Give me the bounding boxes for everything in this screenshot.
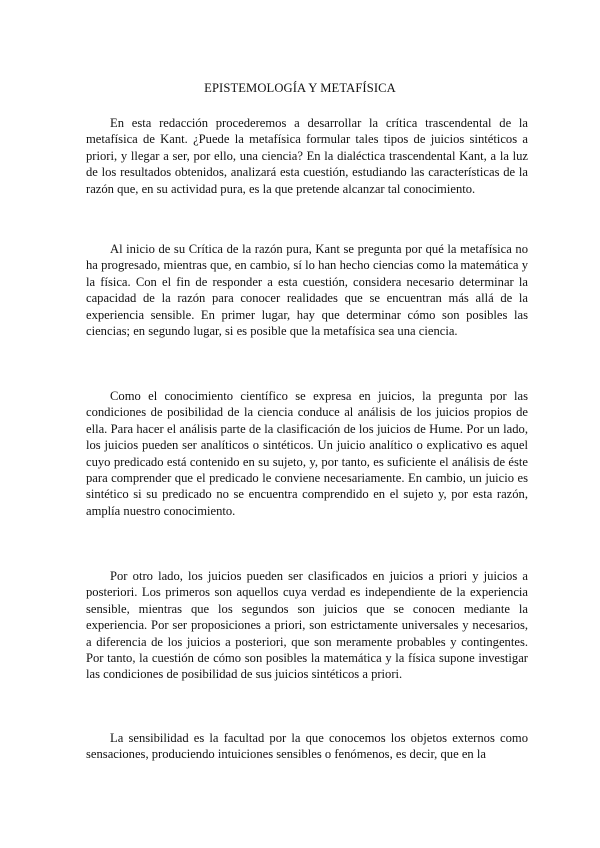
paragraph-5: La sensibilidad es la facultad por la que conocemos los objetos externos como sensaciones, produciendo intuiciones sensibles o fenómenos, es decir, que en la xyxy=(86,731,528,762)
paragraph-1: En esta redacción procederemos a desarrollar la crítica trascendental de la metafísica de Kant. ¿Puede la metafísica formular tales tipos de juicios sintéticos a priori, y llegar a ser, por ello, una ciencia? En la dialéctica trascendental Kant, a la luz de los resultados obtenidos, analizará esta cuestión, estudiando las características de la razón que, en su actividad pura, es la que pretende alcanzar tal conocimiento. xyxy=(86,116,528,196)
paragraph-4: Por otro lado, los juicios pueden ser clasificados en juicios a priori y juicios a posteriori. Los primeros son aquellos cuya verdad es independiente de la experiencia sensible, mientras que los segundos son juicios que se conocen mediante la experiencia. Por ser proposiciones a priori, son estrictamente universales y necesarios, a diferencia de los juicios a posteriori, que son meramente probables y contingentes. Por tanto, la cuestión de cómo son posibles la matemática y la física supone investigar las condiciones de posibilidad de sus juicios sintéticos a priori. xyxy=(86,569,528,682)
page-title: EPISTEMOLOGÍA Y METAFÍSICA xyxy=(204,81,396,95)
paragraph-3: Como el conocimiento científico se expresa en juicios, la pregunta por las condiciones de posibilidad de la ciencia conduce al análisis de los juicios propios de ella. Para hacer el análisis parte de la clasificación de los juicios de Hume. Por un lado, los juicios pueden ser analíticos o sintéticos. Un juicio analítico o explicativo es aquel cuyo predicado está contenido en su sujeto, y, por tanto, es suficiente el análisis de éste para comprender que el predicado le conviene necesariamente. En cambio, un juicio es sintético si su predicado no se encuentra comprendido en el sujeto y, por esta razón, amplía nuestro conocimiento. xyxy=(86,389,528,518)
paragraph-2: Al inicio de su Crítica de la razón pura, Kant se pregunta por qué la metafísica no ha progresado, mientras que, en cambio, sí lo han hecho ciencias como la matemática y la física. Con el fin de responder a esta cuestión, considera necesario determinar la capacidad de la razón para conocer realidades que se encuentran más allá de la experiencia sensible. En primer lugar, hay que determinar cómo son posibles las ciencias; en segundo lugar, si es posible que la metafísica sea una ciencia. xyxy=(86,242,528,339)
